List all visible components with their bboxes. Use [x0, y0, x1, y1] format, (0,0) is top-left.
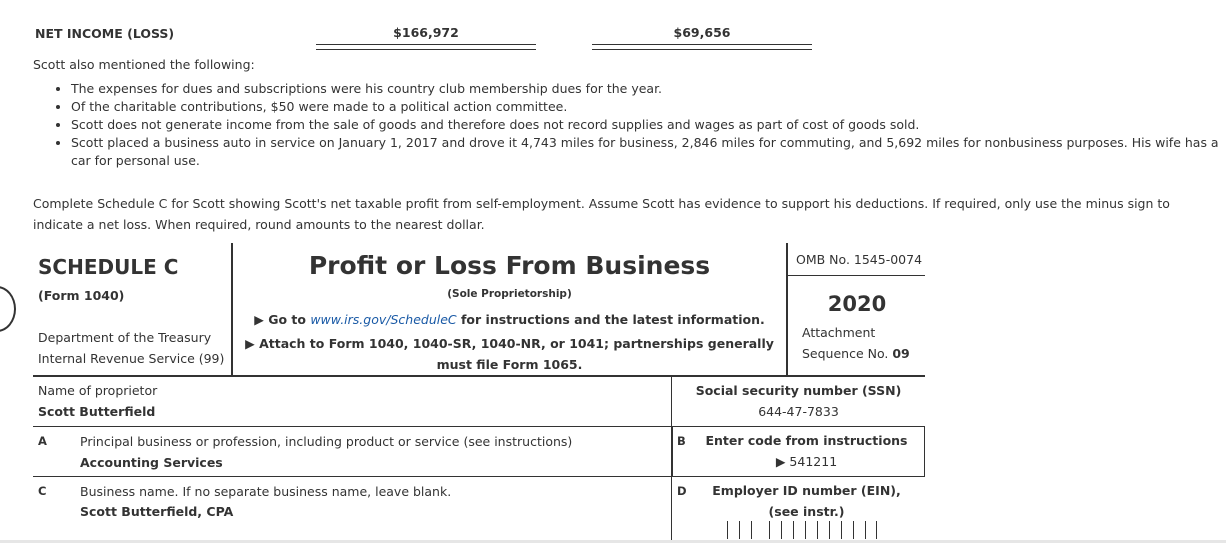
ein-digit-box[interactable]	[817, 521, 829, 539]
sequence-number: 09	[892, 346, 910, 361]
business-name-value[interactable]: Scott Butterfield, CPA	[80, 504, 234, 519]
attach-instructions: ▶ Attach to Form 1040, 1040-SR, 1040-NR, or 1041; partnerships generally must file Form 1065.	[245, 336, 774, 372]
ssn-value[interactable]: 644-47-7833	[758, 404, 839, 419]
line-a-letter: A	[38, 434, 47, 448]
ein-digit-box[interactable]	[727, 521, 739, 539]
net-income-amount-2: $69,656	[673, 25, 731, 40]
sequence-prefix: Sequence No.	[802, 346, 893, 361]
irs-label: Internal Revenue Service (99)	[38, 351, 225, 366]
goto-suffix: for instructions and the latest information.	[456, 312, 765, 327]
omb-number: OMB No. 1545-0074	[796, 252, 923, 267]
tax-year: 2020	[827, 292, 887, 316]
form-label: (Form 1040)	[38, 288, 125, 303]
line-c-letter: C	[38, 484, 47, 498]
ein-digit-box[interactable]	[793, 521, 805, 539]
ein-digit-box[interactable]	[781, 521, 793, 539]
double-underline-1	[316, 44, 536, 50]
header-bottom-rule	[33, 375, 925, 377]
ein-digit-box[interactable]	[865, 521, 877, 539]
ein-label: Employer ID number (EIN),	[712, 483, 901, 498]
page-title: Profit or Loss From Business	[308, 251, 711, 280]
net-income-amount-1: $166,972	[393, 25, 459, 40]
list-item: • Scott does not generate income from the sale of goods and therefore does not record supplies and wages as part of cost of goods sold.	[71, 116, 1226, 134]
goto-prefix: ▶ Go to	[254, 312, 311, 327]
schedule-title: SCHEDULE C	[38, 255, 179, 279]
ein-digit-box[interactable]	[805, 521, 817, 539]
omb-underline	[788, 275, 925, 276]
net-income-label: NET INCOME (LOSS)	[35, 26, 175, 41]
double-underline-2	[592, 44, 812, 50]
instructions-text: Complete Schedule C for Scott showing Scott's net taxable profit from self-employment. Assume Scott has evidence to support his deductions. If required, only use the minus sign to indicate a net loss. When required, round amounts to the nearest dollar.	[33, 196, 1170, 232]
proprietor-name-label: Name of proprietor	[38, 383, 158, 398]
line-b-letter: B	[677, 434, 686, 448]
intro-text: Scott also mentioned the following:	[33, 57, 255, 72]
line-d-letter: D	[677, 484, 687, 498]
ein-input-boxes[interactable]	[727, 521, 877, 539]
list-item: • Of the charitable contributions, $50 were made to a political action committee.	[71, 98, 1226, 116]
circle-icon[interactable]	[0, 286, 16, 332]
ein-digit-box[interactable]	[769, 521, 781, 539]
principal-business-label: Principal business or profession, including product or service (see instructions)	[80, 434, 573, 449]
ein-label-line-2: (see instr.)	[768, 504, 845, 519]
ssn-label: Social security number (SSN)	[695, 383, 902, 398]
principal-business-value[interactable]: Accounting Services	[80, 455, 223, 470]
ein-digit-box[interactable]	[751, 521, 769, 539]
department-label: Department of the Treasury	[38, 330, 212, 345]
list-item: • The expenses for dues and subscriptions were his country club membership dues for the year.	[71, 80, 1226, 98]
facts-list	[53, 80, 1226, 170]
attachment-label: Attachment	[802, 325, 876, 340]
goto-instructions	[233, 312, 786, 327]
subtitle: (Sole Proprietorship)	[447, 288, 572, 300]
ein-digit-box[interactable]	[739, 521, 751, 539]
business-name-label: Business name. If no separate business name, leave blank.	[80, 484, 452, 499]
ein-digit-box[interactable]	[853, 521, 865, 539]
proprietor-name-value[interactable]: Scott Butterfield	[38, 404, 156, 419]
ein-digit-box[interactable]	[841, 521, 853, 539]
list-item: • Scott placed a business auto in service on January 1, 2017 and drove it 4,743 miles for business, 2,846 miles for commuting, and 5,692 miles for nonbusiness purposes. His wife has a car for personal use.	[71, 134, 1226, 170]
ein-digit-box[interactable]	[829, 521, 841, 539]
header-divider-right	[786, 243, 788, 376]
sequence-label	[802, 346, 910, 361]
code-label: Enter code from instructions	[705, 433, 908, 448]
code-value[interactable]: ▶ 541211	[775, 454, 838, 469]
irs-link[interactable]: www.irs.gov/ScheduleC	[310, 312, 457, 327]
